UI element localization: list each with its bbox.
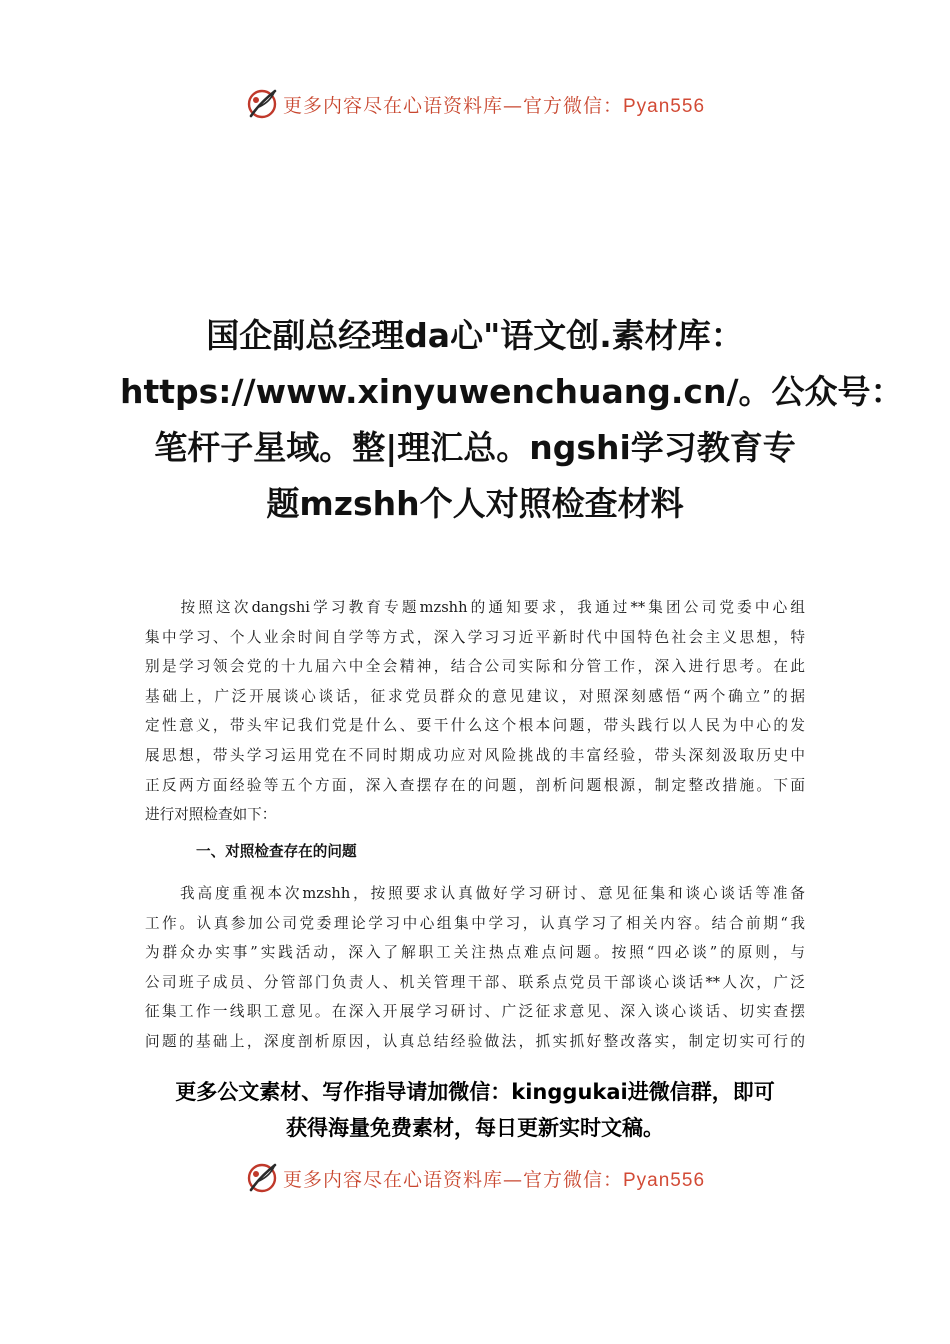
promo-line: 获得海量免费素材，每日更新实时文稿。	[286, 1116, 664, 1140]
paragraph-line: 定性意义，带头牢记我们党是什么、要干什么这个根本问题，带头践行以人民为中心的发	[145, 717, 805, 735]
paragraph-line: 按照这次dangshi学习教育专题mzshh的通知要求，我通过**集团公司党委中心组	[145, 599, 805, 616]
paragraph-line: 征集工作一线职工意见。在深入开展学习研讨、广泛征求意见、深入谈心谈话、切实查摆	[145, 1003, 805, 1021]
banner-site-text	[283, 1165, 705, 1192]
title-line: https://www.xinyuwenchuang.cn/。公众号：	[120, 372, 904, 411]
paragraph-line: 公司班子成员、分管部门负责人、机关管理干部、联系点党员干部谈心谈话**人次，广泛	[145, 973, 805, 991]
paragraph-line: 为群众办实事”实践活动，深入了解职工关注热点难点问题。按照“四必谈”的原则，与	[145, 944, 805, 962]
section-heading: 一、对照检查存在的问题	[196, 843, 357, 860]
paragraph-line: 别是学习领会党的十九届六中全会精神，结合公司实际和分管工作，深入进行思考。在此	[145, 658, 805, 676]
banner-wechat-id: Pyan556	[623, 95, 706, 117]
title-line: 国企副总经理da心"语文创.素材库：	[206, 316, 744, 355]
banner-site-label: 更多内容尽在心语资料库—官方微信：	[282, 94, 623, 117]
paragraph-line: 集中学习、个人业余时间自学等方式，深入学习习近平新时代中国特色社会主义思想，特	[145, 628, 805, 646]
banner-site-text	[283, 91, 705, 118]
banner-wechat-id: Pyan556	[623, 1169, 706, 1191]
paragraph-line: 工作。认真参加公司党委理论学习中心组集中学习，认真学习了相关内容。结合前期“我	[145, 914, 805, 932]
paragraph-line: 正反两方面经验等五个方面，深入查摆存在的问题，剖析问题根源，制定整改措施。下面	[145, 776, 805, 794]
header-banner	[0, 84, 950, 124]
banner-site-label: 更多内容尽在心语资料库—官方微信：	[282, 1168, 623, 1191]
paragraph-line: 问题的基础上，深度剖析原因，认真总结经验做法，抓实抓好整改落实，制定切实可行的	[145, 1032, 805, 1050]
footer-banner	[0, 1158, 950, 1198]
intro-paragraph	[145, 593, 805, 830]
quill-logo-icon	[245, 87, 279, 121]
paragraph-line: 我高度重视本次mzshh，按照要求认真做好学习研讨、意见征集和谈心谈话等准备	[145, 885, 805, 902]
quill-logo-icon	[245, 1161, 279, 1195]
title-line: 笔杆子星域。整|理汇总。ngshi学习教育专	[154, 428, 796, 467]
document-title	[120, 308, 904, 532]
paragraph-line: 展思想，带头学习运用党在不同时期成功应对风险挑战的丰富经验，带头深刻汲取历史中	[145, 746, 805, 764]
paragraph-line: 基础上，广泛开展谈心谈话，征求党员群众的意见建议，对照深刻感悟“两个确立”的据	[145, 687, 805, 705]
section-paragraph	[145, 879, 805, 1057]
promo-notice	[120, 1074, 830, 1146]
promo-line: 更多公文素材、写作指导请加微信：kinggukai进微信群，即可	[175, 1080, 775, 1104]
paragraph-line: 进行对照检查如下：	[145, 806, 277, 824]
title-line: 题mzshh个人对照检查材料	[266, 484, 684, 523]
